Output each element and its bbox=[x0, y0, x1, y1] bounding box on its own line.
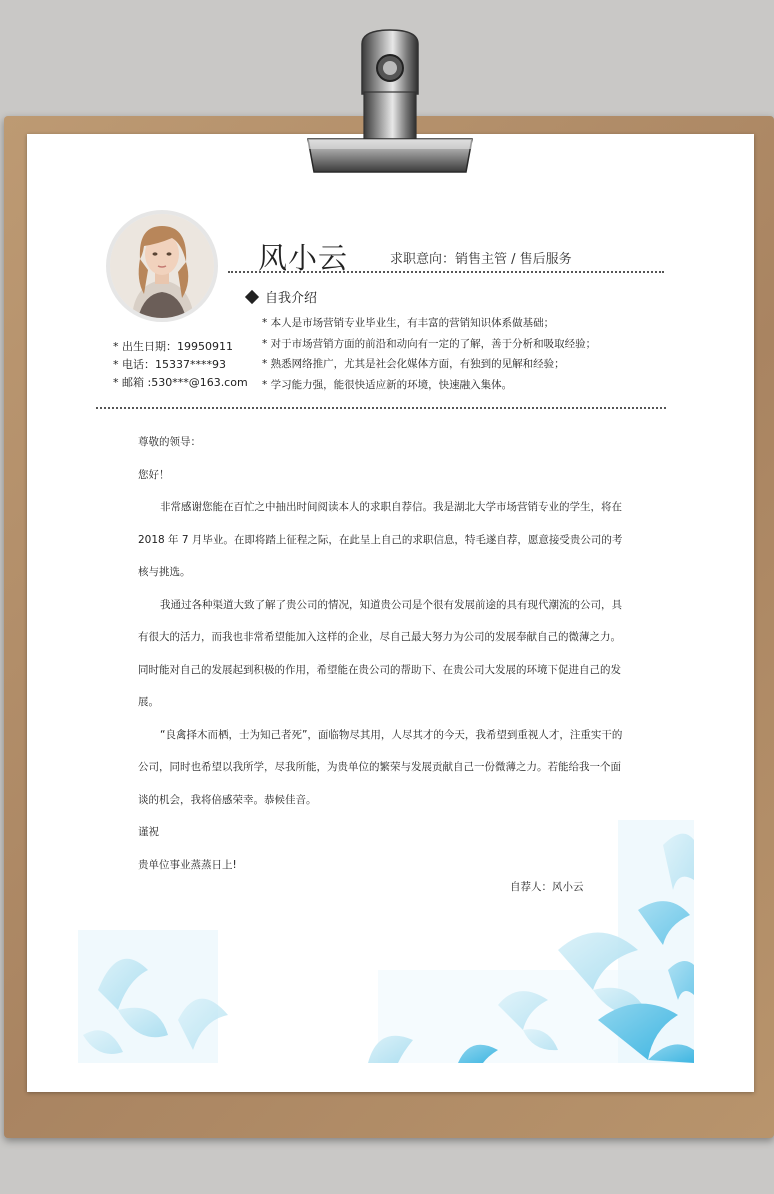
list-item: * 学习能力强，能很快适应新的环境，快速融入集体。 bbox=[262, 378, 513, 391]
applicant-name: 风小云 bbox=[258, 241, 349, 275]
letter-line: 2018 年 7 月毕业。在即将踏上征程之际，在此呈上自己的求职信息，特毛遂自荐，愿意接受贵公司的考 bbox=[138, 533, 623, 546]
list-item: * 对于市场营销方面的前沿和动向有一定的了解，善于分析和吸取经验； bbox=[262, 337, 597, 350]
birth-date: * 出生日期：19950911 bbox=[113, 340, 233, 353]
letter-closing-wish: 贵单位事业蒸蒸日上! bbox=[138, 858, 237, 871]
binder-clip-icon bbox=[296, 24, 476, 179]
letter-line: 我通过各种渠道大致了解了贵公司的情况，知道贵公司是个很有发展前途的具有现代潮流的公司，具 bbox=[160, 598, 622, 611]
email: * 邮箱 :530***@163.com bbox=[113, 376, 248, 389]
list-item: * 熟悉网络推广，尤其是社会化媒体方面，有独到的见解和经验； bbox=[262, 358, 565, 370]
letter-greeting: 您好！ bbox=[138, 468, 170, 481]
letter-signature: 自荐人：风小云 bbox=[510, 881, 584, 893]
personal-info bbox=[113, 338, 248, 392]
portrait-image bbox=[110, 214, 214, 318]
letter-line: 非常感谢您能在百忙之中抽出时间阅读本人的求职自荐信。我是湖北大学市场营销专业的学生，将在 bbox=[160, 501, 622, 513]
intro-heading-label: 自我介绍 bbox=[265, 291, 318, 306]
letter-salutation: 尊敬的领导： bbox=[138, 436, 201, 448]
diamond-icon bbox=[245, 289, 259, 303]
letter-line: 公司，同时也希望以我所学，尽我所能，为贵单位的繁荣与发展贡献自己一份微薄之力。若能给我一个面 bbox=[138, 761, 621, 773]
letter-line: 核与挑选。 bbox=[138, 566, 191, 578]
intro-list bbox=[262, 313, 596, 395]
job-intent: 求职意向：销售主管 / 售后服务 bbox=[390, 252, 572, 267]
cover-letter bbox=[138, 426, 648, 881]
list-item: * 本人是市场营销专业毕业生，有丰富的营销知识体系做基础； bbox=[262, 317, 555, 329]
letter-line: 有很大的活力，而我也非常希望能加入这样的企业，尽自己最大努力为公司的发展奉献自己的微薄之力。 bbox=[138, 631, 621, 643]
divider-top bbox=[228, 271, 664, 273]
divider-bottom bbox=[96, 407, 666, 409]
letter-line: 展。 bbox=[138, 696, 159, 708]
letter-closing: 谨祝 bbox=[138, 826, 159, 838]
letter-line: 谈的机会，我将倍感荣幸。恭候佳音。 bbox=[138, 793, 317, 806]
phone: * 电话：15337****93 bbox=[113, 358, 226, 371]
letter-line: 同时能对自己的发展起到积极的作用，希望能在贵公司的帮助下、在贵公司大发展的环境下促进自己的发 bbox=[138, 663, 621, 676]
intro-heading bbox=[247, 287, 317, 306]
letter-line: “良禽择木而栖，士为知己者死”，面临物尽其用，人尽其才的今天，我希望到重视人才，注重实干的 bbox=[160, 728, 623, 741]
avatar bbox=[106, 210, 218, 322]
